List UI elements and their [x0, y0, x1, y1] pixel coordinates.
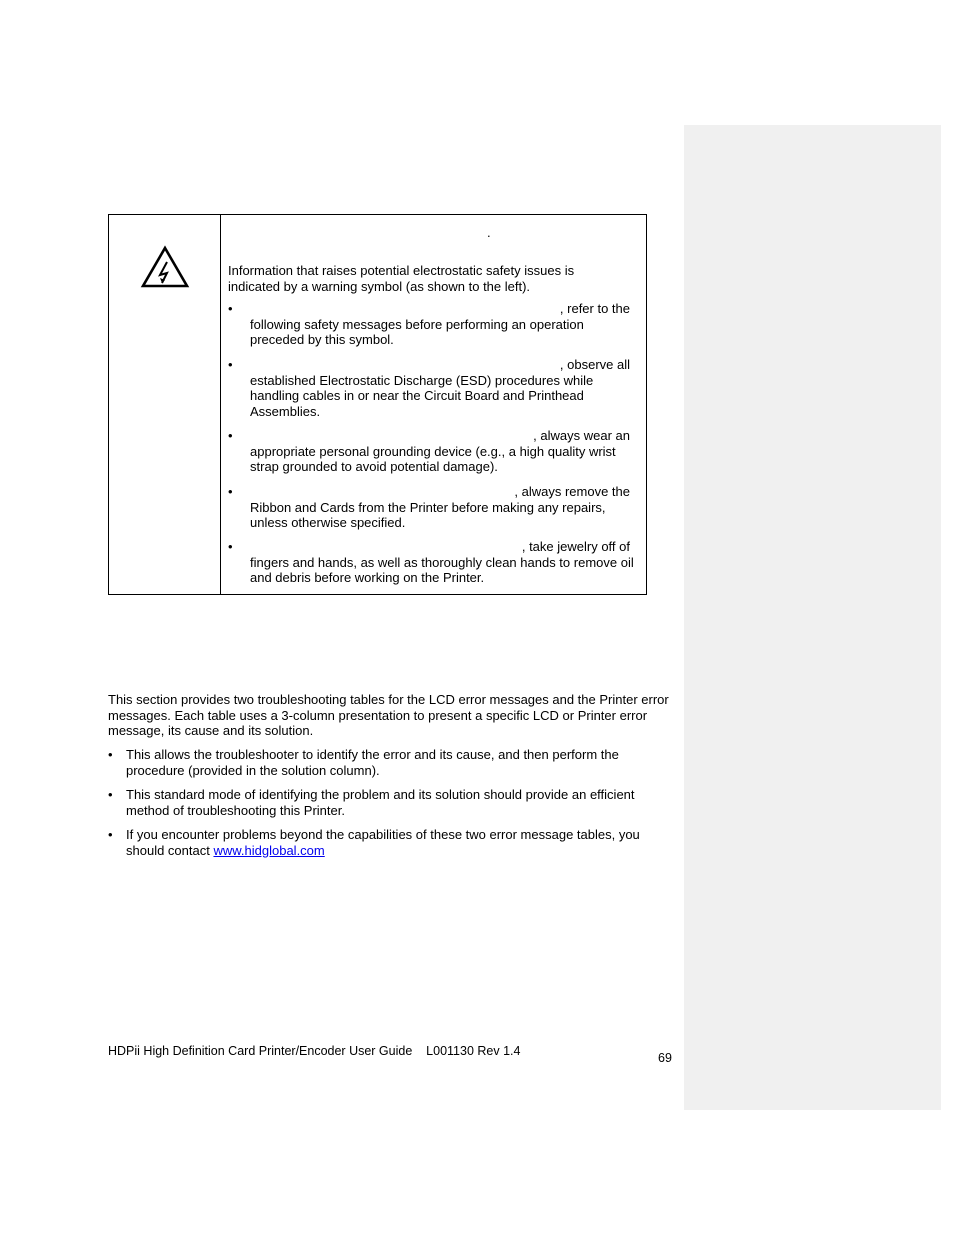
bullet: •: [228, 301, 233, 316]
bullet: •: [228, 428, 233, 443]
warning-table: [108, 214, 647, 595]
bullet: •: [108, 747, 113, 762]
list-item: [108, 787, 678, 818]
bullet: •: [228, 539, 233, 554]
list-item: [108, 827, 678, 858]
warning-item-body: following safety messages before performing an operation preceded by this symbol.: [250, 316, 584, 347]
footer-text: HDPii High Definition Card Printer/Encoder User Guide L001130 Rev 1.4: [108, 1044, 521, 1058]
warning-item-body: appropriate personal grounding device (e.g., a high quality wrist strap grounded to avoid potential damage).: [250, 443, 616, 474]
warning-item-lead: , refer to the: [559, 301, 630, 316]
warning-item: [228, 539, 638, 586]
warning-item-lead: , always remove the: [514, 484, 630, 499]
bullet: •: [108, 787, 113, 802]
warning-item: [228, 301, 638, 348]
bullet: •: [108, 827, 113, 842]
intro-paragraph: This section provides two troubleshooting tables for the LCD error messages and the Printer error messages. Each table uses a 3-column presentation to present a specific LCD or Printer error message, its cause and its solution.: [108, 692, 669, 738]
warning-intro: Information that raises potential electrostatic safety issues is indicated by a warning symbol (as shown to the left).: [228, 263, 575, 294]
warning-item-lead: , observe all: [559, 357, 630, 372]
page-number: 69: [658, 1051, 672, 1065]
list-item-text: If you encounter problems beyond the capabilities of these two error message tables, you should contact: [126, 827, 640, 858]
warning-item: [228, 484, 638, 531]
warning-item-lead: , always wear an: [533, 428, 630, 443]
warning-item-body: fingers and hands, as well as thoroughly clean hands to remove oil and debris before working on the Printer.: [250, 554, 634, 585]
bullet-list: [108, 747, 678, 867]
bullet: •: [228, 484, 233, 499]
list-item-text: This standard mode of identifying the problem and its solution should provide an efficient method of troubleshooting this Printer.: [126, 787, 635, 818]
warning-item: [228, 428, 638, 475]
warning-item-lead: , take jewelry off of: [521, 539, 630, 554]
footer: [108, 1044, 520, 1058]
table-divider: [220, 215, 221, 594]
list-item-text: This allows the troubleshooter to identify the error and its cause, and then perform the procedure (provided in the solution column).: [126, 747, 619, 778]
list-item: [108, 747, 678, 778]
comment-pane: [684, 125, 941, 1110]
warning-item-body: Ribbon and Cards from the Printer before making any repairs, unless otherwise specified.: [250, 499, 606, 530]
warning-item: [228, 357, 638, 419]
electrostatic-warning-icon: [140, 245, 190, 289]
contact-link[interactable]: www.hidglobal.com: [213, 842, 325, 858]
bullet: •: [228, 357, 233, 372]
warning-item-body: established Electrostatic Discharge (ESD) procedures while handling cables in or near the Circuit Board and Printhead Assemblies.: [250, 372, 594, 419]
stray-dot: .: [487, 225, 491, 240]
